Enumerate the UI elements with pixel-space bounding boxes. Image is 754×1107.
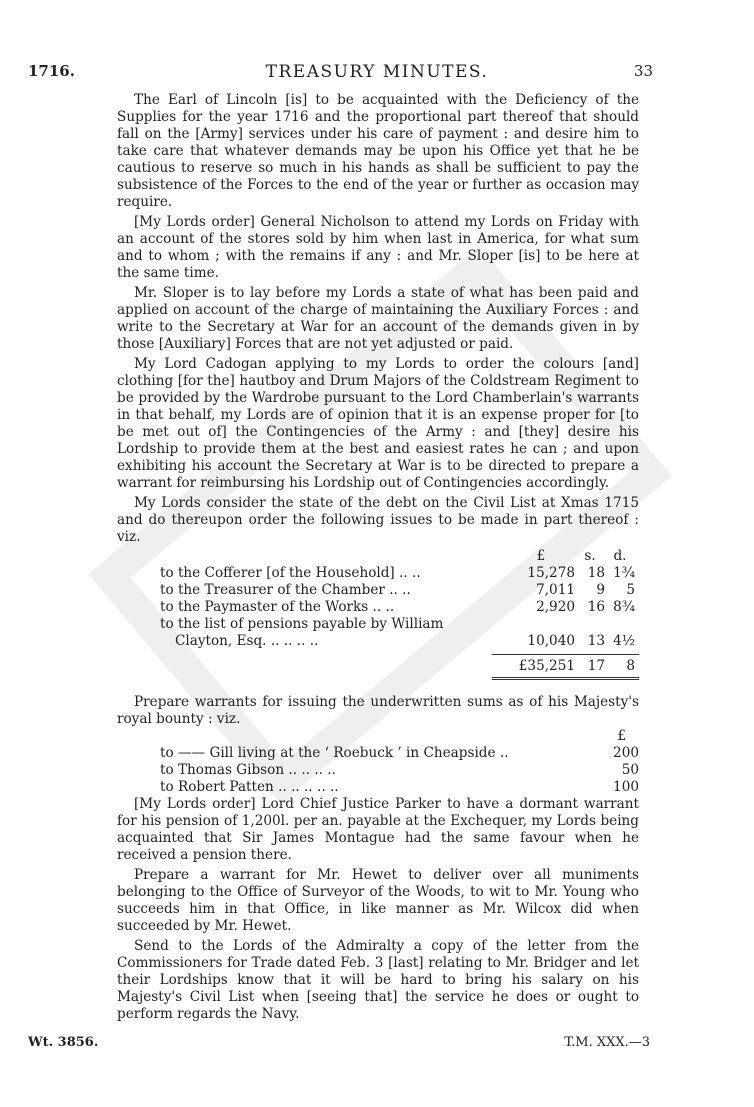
row-pence: 4½ xyxy=(613,633,635,649)
row-shillings: 9 xyxy=(596,582,605,598)
row-label: to the list of pensions payable by William xyxy=(160,616,444,632)
table-row xyxy=(117,582,639,599)
bounty-amount: 200 xyxy=(613,745,639,761)
row-pounds: 7,011 xyxy=(536,582,575,598)
paragraph-mr-hewet: Prepare a warrant for Mr. Hewet to deliver over all muniments belonging to the Office of Surveyor of the Woods, to wit to Mr. Young who succeeds him in that Office, in like manner as Mr. Wilcox did when succeeded by Mr. Hewet. xyxy=(117,867,639,934)
total-double-rule xyxy=(492,677,639,680)
issues-table xyxy=(117,548,639,680)
paragraph-royal-bounty: Prepare warrants for issuing the underwritten sums as of his Majesty's royal bounty : viz. xyxy=(117,694,639,727)
bounty-table xyxy=(117,728,639,796)
table-row xyxy=(117,616,639,633)
row-label: to the Paymaster of the Works .. .. xyxy=(160,599,395,615)
row-pounds: 10,040 xyxy=(527,633,575,649)
header-year: 1716. xyxy=(28,62,75,80)
bounty-label: to Robert Patten .. .. .. .. .. xyxy=(160,779,339,795)
row-shillings: 16 xyxy=(587,599,605,615)
page-header xyxy=(0,62,754,84)
bounty-header: £ xyxy=(617,728,626,744)
total-pounds: £35,251 xyxy=(518,657,575,674)
total-row xyxy=(117,655,639,677)
row-pence: 5 xyxy=(626,582,635,598)
row-pence: 1¾ xyxy=(613,565,635,581)
footer-signature-mark: T.M. XXX.—3 xyxy=(564,1035,650,1050)
table-row xyxy=(117,599,639,616)
bounty-label: to —— Gill living at the ‘ Roebuck ’ in Cheapside .. xyxy=(160,745,509,761)
footer-print-code: Wt. 3856. xyxy=(28,1035,99,1050)
row-shillings: 18 xyxy=(587,565,605,581)
table-row xyxy=(117,779,639,796)
row-pounds: 15,278 xyxy=(527,565,575,581)
total-shillings: 17 xyxy=(587,657,605,674)
table-row xyxy=(117,762,639,779)
document-body xyxy=(117,92,639,1023)
paragraph-general-nicholson: [My Lords order] General Nicholson to attend my Lords on Friday with an account of the stores sold by him when last in America, for what sum and to whom ; with the remains if any : and Mr. Sloper [is] to be here at the same time. xyxy=(117,214,639,281)
paragraph-lord-chief-justice: [My Lords order] Lord Chief Justice Parker to have a dormant warrant for his pension of 1,200l. per an. payable at the Exchequer, my Lords being acquainted that Sir James Montague had the same favour when he received a pension there. xyxy=(117,796,639,863)
paragraph-mr-sloper: Mr. Sloper is to lay before my Lords a state of what has been paid and applied on account of the charge of maintaining the Auxiliary Forces : and write to the Secretary at War for an account of the demands given in by those [Auxiliary] Forces that are not yet adjusted or paid. xyxy=(117,285,639,352)
table-row xyxy=(117,745,639,762)
issues-header xyxy=(117,548,639,565)
bounty-amount: 100 xyxy=(613,779,639,795)
table-row xyxy=(117,565,639,582)
paragraph-earl-of-lincoln: The Earl of Lincoln [is] to be acquainted with the Deficiency of the Supplies for the year 1716 and the proportional part thereof that should fall on the [Army] services under his care of payment : and desire him to take care that whatever demands may be upon his Office yet that he be cautious to reserve so much in his hands as shall be sufficient to pay the subsistence of the Forces to the end of the year or further as occasion may require. xyxy=(117,92,639,210)
row-label: Clayton, Esq. .. .. .. .. xyxy=(175,633,319,649)
header-title: TREASURY MINUTES. xyxy=(265,62,489,82)
header-pounds: £ xyxy=(536,548,546,564)
paragraph-lord-cadogan: My Lord Cadogan applying to my Lords to order the colours [and] clothing [for the] hautboy and Drum Majors of the Coldstream Regiment to be provided by the Wardrobe pursuant to the Lord Chamberlain's warrants in that behalf, my Lords are of opinion that it is an expense proper for [to be met out of] the Contingencies of the Army : and [they] desire his Lordship to provide them at the best and easiest rates he can ; and upon exhibiting his account the Secretary at War is to be directed to prepare a warrant for reimbursing his Lordship out of Contingencies accordingly. xyxy=(117,356,639,491)
table-row xyxy=(117,633,639,650)
row-label: to the Treasurer of the Chamber .. .. xyxy=(160,582,411,598)
row-pounds: 2,920 xyxy=(536,599,575,615)
row-shillings: 13 xyxy=(587,633,605,649)
bounty-label: to Thomas Gibson .. .. .. .. xyxy=(160,762,336,778)
bounty-amount: 50 xyxy=(621,762,639,778)
row-label: to the Cofferer [of the Household] .. .. xyxy=(160,565,421,581)
total-pence: 8 xyxy=(626,657,635,674)
row-pence: 8¾ xyxy=(613,599,635,615)
paragraph-civil-list: My Lords consider the state of the debt on the Civil List at Xmas 1715 and do thereupon order the following issues to be made in part thereof : viz. xyxy=(117,495,639,545)
header-pence: d. xyxy=(613,548,627,564)
header-shillings: s. xyxy=(584,548,596,564)
page-number: 33 xyxy=(633,62,653,80)
paragraph-admiralty: Send to the Lords of the Admiralty a copy of the letter from the Commissioners for Trade dated Feb. 3 [last] relating to Mr. Bridger and let their Lordships know that it will be hard to bring his salary on his Majesty's Civil List when [seeing that] the service he does or ought to perform regards the Navy. xyxy=(117,938,639,1022)
